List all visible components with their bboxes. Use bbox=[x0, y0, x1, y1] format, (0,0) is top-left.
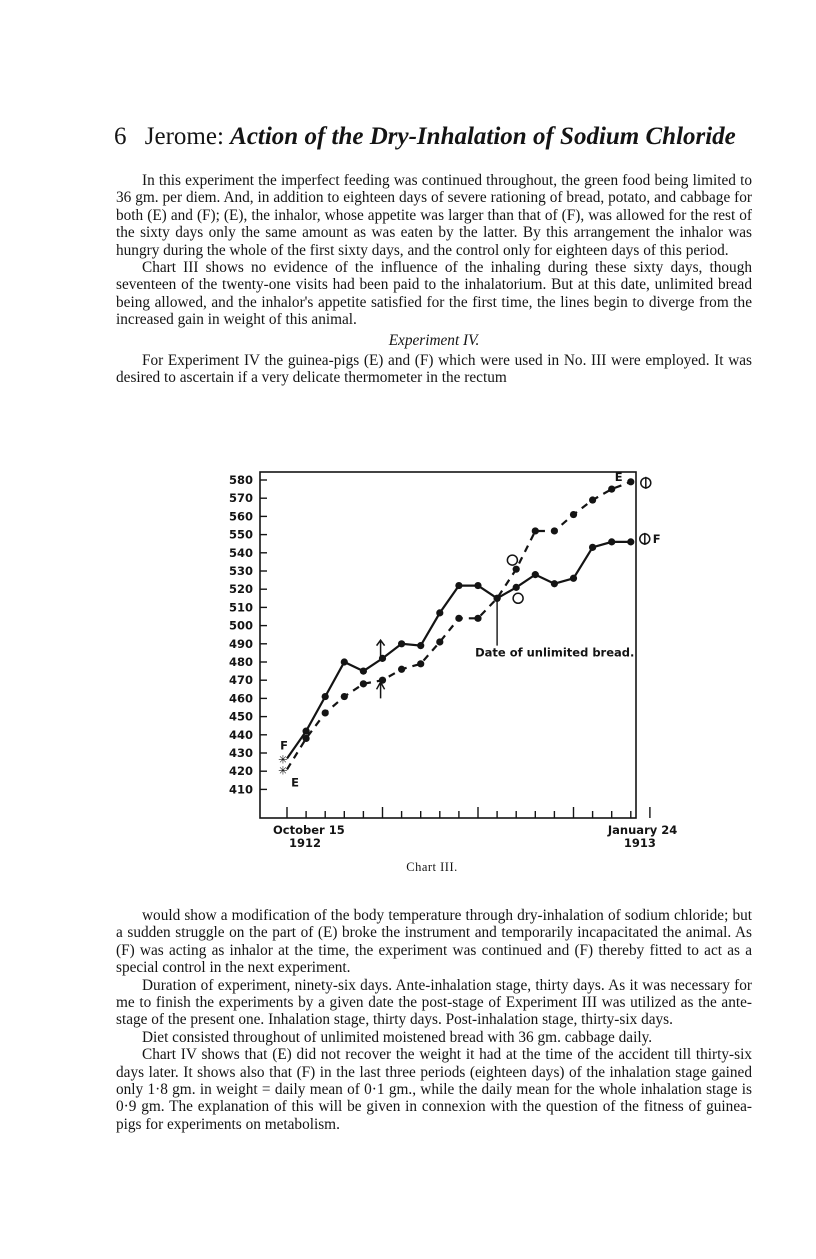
paragraph: In this experiment the imperfect feeding was continued throughout, the green food being limited to 36 gm. per diem. And, in addition to eighteen days of severe rationing of bread, potato, and cabbage for both (E) and (F); (E), the inhalor, whose appetite was larger than that of (F), was allowed for the rest of the sixty days only the same amount as was eaten by the latter. By this arrangement the inhalor was hungry during the whole of the first sixty days, and the control only for eighteen days of this period. bbox=[116, 172, 752, 259]
data-point-F bbox=[341, 658, 348, 665]
data-point-E bbox=[360, 680, 367, 687]
data-point-F bbox=[474, 582, 481, 589]
paragraph: For Experiment IV the guinea-pigs (E) and (F) which were used in No. III were employed. It was desired to ascertain if a very delicate thermometer in the rectum bbox=[116, 352, 752, 387]
series-label-start-F: F bbox=[280, 738, 288, 753]
x-label-end: January 24 bbox=[607, 823, 678, 837]
y-tick-label: 530 bbox=[228, 564, 253, 578]
y-tick-label: 440 bbox=[228, 727, 253, 742]
data-point-F bbox=[608, 538, 615, 545]
y-tick-label: 560 bbox=[228, 509, 253, 524]
y-tick-label: 520 bbox=[228, 582, 253, 597]
paragraph: Diet consisted throughout of unlimited moistened bread with 36 gm. cabbage daily. bbox=[142, 1028, 653, 1046]
series-label-start-E: E bbox=[291, 775, 299, 790]
page-number: 6 bbox=[114, 123, 127, 150]
paragraph: Chart III shows no evidence of the influence of the inhaling during these sixty days, though seventeen of the twenty-one visits had been paid to the inhalatorium. But at this date, unlimited bread being allowed, and the inhalor's appetite satisfied for the first time, the lines begin to diverge from the increased gain in weight of this animal. bbox=[116, 259, 752, 329]
data-point-F bbox=[436, 609, 443, 616]
y-tick-label: 420 bbox=[228, 764, 253, 779]
running-title: Action of the Dry-Inhalation of Sodium Chloride bbox=[230, 123, 736, 150]
open-marker bbox=[513, 593, 523, 603]
x-label-start: October 15 bbox=[273, 823, 345, 837]
y-tick-label: 410 bbox=[228, 782, 253, 797]
paragraph: Duration of experiment, ninety-six days. Ante-inhalation stage, thirty days. As it was necessary for me to finish the experiments by a given date the post-stage of Experiment III was utilized as the ante-stage of the present one. Inhalation stage, thirty days. Post-inhalation stage, thirty-six days. bbox=[116, 976, 752, 1029]
data-point-E bbox=[551, 527, 558, 534]
data-point-E bbox=[303, 735, 310, 742]
data-point-F bbox=[360, 668, 367, 675]
paragraph: Chart IV shows that (E) did not recover the weight it had at the time of the accident till thirty-six days later. It shows also that (F) in the last three periods (eighteen days) of the inhalation stage gained only 1·8 gm. in weight = daily mean of 0·1 gm., while the daily mean for the whole inhalation stage is 0·9 gm. The explanation of this will be given in connexion with the question of the fitness of guinea-pigs for experiments on metabolism. bbox=[116, 1046, 752, 1133]
data-point-F bbox=[455, 582, 462, 589]
data-point-F bbox=[417, 642, 424, 649]
y-tick-label: 460 bbox=[228, 691, 253, 706]
data-point-F bbox=[322, 693, 329, 700]
open-marker bbox=[507, 555, 517, 565]
data-point-F bbox=[532, 571, 539, 578]
data-point-E bbox=[398, 666, 405, 673]
data-point-E bbox=[608, 486, 615, 493]
data-point-E bbox=[570, 511, 577, 518]
x-label-start-year: 1912 bbox=[289, 836, 322, 850]
start-marker-E: ✳ bbox=[278, 763, 288, 778]
data-point-E bbox=[436, 638, 443, 645]
data-point-E bbox=[341, 693, 348, 700]
annotation-label: Date of unlimited bread. bbox=[475, 645, 635, 660]
y-tick-label: 490 bbox=[228, 636, 253, 651]
data-point-F bbox=[627, 538, 634, 545]
y-tick-label: 580 bbox=[228, 473, 253, 487]
data-point-F bbox=[570, 575, 577, 582]
up-arrow-marker bbox=[377, 640, 385, 656]
y-tick-label: 480 bbox=[228, 655, 253, 669]
body-text-bottom bbox=[116, 907, 752, 1133]
series-label-end-E: E bbox=[614, 469, 623, 484]
data-point-F bbox=[398, 640, 405, 647]
y-tick-label: 570 bbox=[228, 491, 253, 506]
data-point-E bbox=[455, 615, 462, 622]
author-name: Jerome: bbox=[144, 123, 224, 150]
y-tick-label: 430 bbox=[228, 746, 253, 760]
paragraph: would show a modification of the body temperature through dry-inhalation of sodium chloride; but a sudden struggle on the part of (E) broke the instrument and temporarily incapacitated the animal. As (F) was acting as inhalor at the time, the experiment was continued and (F) thereby fitted to act as a special control in the next experiment. bbox=[116, 907, 752, 977]
start-marker-F: ✳ bbox=[278, 752, 288, 767]
chart-caption: Chart III. bbox=[406, 860, 458, 874]
y-tick-label: 500 bbox=[228, 618, 253, 633]
y-tick-label: 550 bbox=[228, 527, 253, 542]
y-tick-label: 450 bbox=[228, 709, 253, 724]
data-point-E bbox=[322, 709, 329, 716]
data-point-E bbox=[589, 496, 596, 503]
data-point-E bbox=[627, 478, 634, 485]
data-point-E bbox=[513, 566, 520, 573]
data-point-F bbox=[551, 580, 558, 587]
subheading: Experiment IV. bbox=[388, 331, 480, 349]
data-point-F bbox=[513, 584, 520, 591]
series-label-end-F: F bbox=[652, 531, 661, 546]
data-point-E bbox=[532, 527, 539, 534]
x-label-end-year: 1913 bbox=[623, 836, 656, 850]
y-tick-label: 540 bbox=[228, 545, 253, 560]
y-tick-label: 510 bbox=[228, 600, 253, 615]
up-arrow-marker bbox=[377, 682, 385, 698]
data-point-F bbox=[589, 544, 596, 551]
y-tick-label: 470 bbox=[228, 673, 253, 688]
data-point-E bbox=[417, 660, 424, 667]
data-point-E bbox=[474, 615, 481, 622]
series-line-E bbox=[287, 482, 631, 770]
